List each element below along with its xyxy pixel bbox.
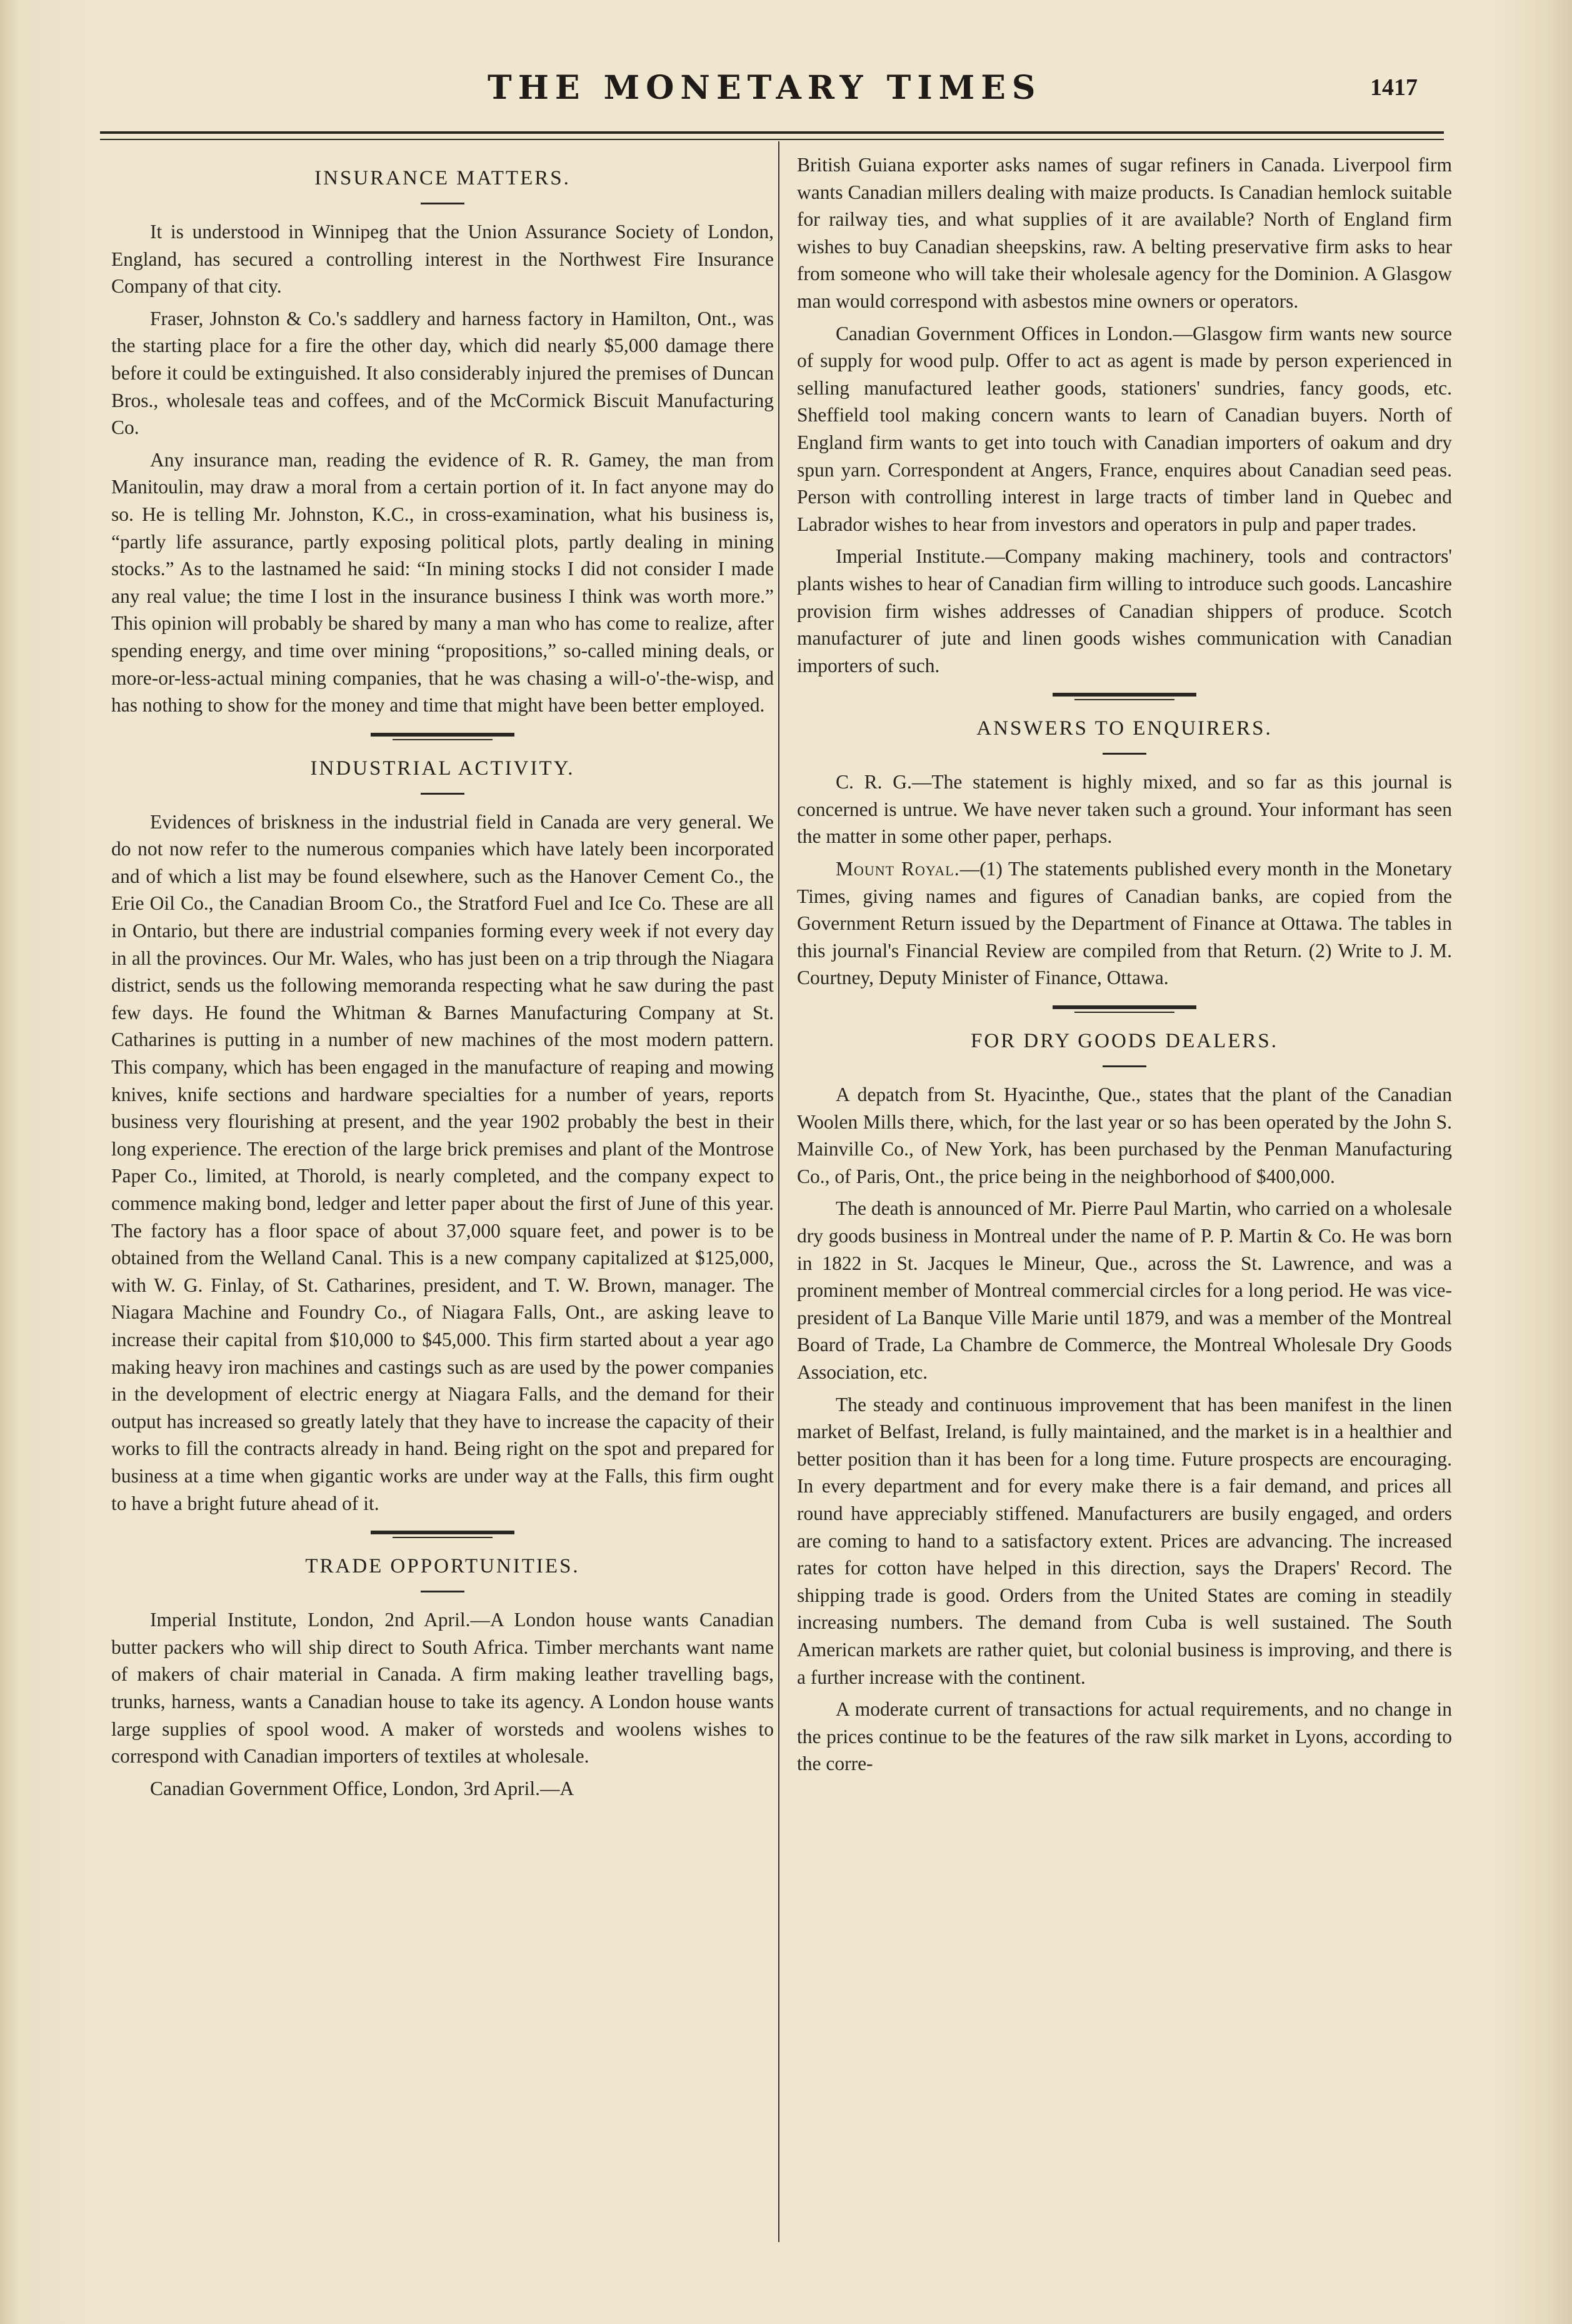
section-separator — [1053, 1005, 1196, 1013]
article-paragraph: Any insurance man, reading the evidence of R. R. Gamey, the man from Manitoulin, may draw a moral from a certain portion of it. In fact anyone may do so. He is telling Mr. Johnston, K.C., in cross-examination, what his business is, “partly life assurance, partly exposing political plots, partly dealing in mining stocks.” As to the lastnamed he said: “In mining stocks I did not consider I made any real value; the time I lost in the insurance business I think was worth more.” This opinion will probably be shared by many a man who has come to realize, after spending energy, and time over mining “propositions,” so-called mining deals, or more-or-less-actual mining companies, that he was chasing a will-o'-the-wisp, and has nothing to show for the money and time that might have been better employed. — [111, 448, 774, 717]
article-paragraph: Canadian Government Office, London, 3rd April.—A — [150, 1777, 574, 1799]
article-paragraph: Canadian Government Offices in London.—Glasgow firm wants new source of supply for wood pulp. Offer to act as agent is made by person experienced in selling manufactured leather goods, stationers' sundries, fancy goods, etc. Sheffield tool making concern wants to learn of Canadian buyers. North of England firm wants to get into touch with Canadian importers of oakum and dry spun yarn. Correspondent at Angers, France, enquires about Canadian seed peas. Person with controlling interest in large tracts of timber land in Quebec and Labrador wishes to hear from investors and operators in pulp and paper trades. — [797, 322, 1452, 535]
reply-text: —(1) The statements published every month in the Monetary Times, giving names and figures of Canadian banks, are copied from the Government Return issued by the Department of Finance at Ottawa. The tables in this journal's Financial Review are compiled from that Return. (2) Write to J. M. Courtney, Deputy Minister of Finance, Ottawa. — [797, 858, 1452, 989]
column-divider — [778, 141, 779, 2242]
heading-dash — [421, 1591, 464, 1592]
section-separator — [371, 1531, 514, 1538]
article-heading: ANSWERS TO ENQUIRERS. — [976, 717, 1273, 740]
article-paragraph: Fraser, Johnston & Co.'s saddlery and harness factory in Hamilton, Ont., was the starting place for a fire the other day, which did nearly $5,000 damage there before it could be extinguished. It also considerably injured the premises of Duncan Bros., wholesale teas and coffees, and of the McCormick Biscuit Manufacturing Co. — [111, 307, 774, 439]
article-paragraph: Imperial Institute, London, 2nd April.—A London house wants Canadian butter packers who will ship direct to South Africa. Timber merchants want name of makers of chair material in Canada. A firm making leather travelling bags, trunks, harness, wants a Canadian house to take its agency. A London house wants large supplies of spool wood. A maker of worsteds and woolens wishes to correspond with Canadian importers of textiles at wholesale. — [111, 1609, 774, 1768]
right-column — [797, 151, 1452, 1783]
article-answers-to-enquirers — [797, 714, 1452, 992]
publication-title: THE MONETARY TIMES — [488, 69, 1042, 107]
heading-dash — [1103, 1065, 1146, 1067]
article-heading: TRADE OPPORTUNITIES. — [305, 1555, 580, 1578]
article-heading: INDUSTRIAL ACTIVITY. — [310, 757, 575, 780]
article-for-dry-goods-dealers — [797, 1027, 1452, 1778]
heading-dash — [421, 793, 464, 795]
article-paragraph: It is understood in Winnipeg that the Union Assurance Society of London, England, has secured a controlling interest in the Northwest Fire Insurance Company of that city. — [111, 221, 774, 298]
article-paragraph: A moderate current of transactions for actual requirements, and no change in the prices continue to be the features of the raw silk market in Lyons, according to the corre- — [797, 1698, 1452, 1775]
article-industrial-activity — [111, 754, 774, 1517]
heading-dash — [421, 203, 464, 204]
section-separator — [1053, 693, 1196, 700]
page-number: 1417 — [1370, 74, 1418, 101]
article-heading: INSURANCE MATTERS. — [314, 167, 571, 189]
article-paragraph: Imperial Institute.—Company making machinery, tools and contractors' plants wishes to hear of Canadian firm willing to introduce such goods. Lancashire provision firm wishes addresses of Canadian shippers of produce. Scotch manufacturer of jute and linen goods wishes communication with Canadian importers of such. — [797, 545, 1452, 677]
article-trade-opportunities-continued — [797, 151, 1452, 679]
heading-dash — [1103, 753, 1146, 755]
article-paragraph: C. R. G.—The statement is highly mixed, and so far as this journal is concerned is untrue. We have never taken such a ground. Your informant has seen the matter in some other paper, perhaps. — [797, 771, 1452, 848]
header-rule-thin — [100, 139, 1444, 140]
article-paragraph-mount-royal — [797, 855, 1452, 992]
left-column — [111, 151, 774, 1807]
correspondent-name: Mount Royal. — [836, 858, 960, 880]
article-trade-opportunities — [111, 1552, 774, 1802]
section-separator — [371, 733, 514, 740]
article-insurance-matters — [111, 164, 774, 719]
masthead — [0, 68, 1572, 111]
article-heading: FOR DRY GOODS DEALERS. — [970, 1030, 1278, 1053]
article-paragraph: Evidences of briskness in the industrial field in Canada are very general. We do not now refer to the numerous companies which have lately been incorporated and of which a list may be found elsewhere, such as the Hanover Cement Co., the Erie Oil Co., the Canadian Broom Co., the Stratford Fuel and Ice Co. These are all in Ontario, but there are industrial companies forming every week if not every day in all the provinces. Our Mr. Wales, who has just been on a trip through the Niagara district, sends us the following memoranda respecting what he saw during the past few days. He found the Whitman & Barnes Manufacturing Company at St. Catharines is putting in a number of new machines of the most modern pattern. This company, which has been engaged in the manufacture of reaping and mowing knives, knife sections and hardware specialties for a number of years, reports business very flourishing at present, and the year 1902 probably the best in their long experience. The erection of the large brick premises and plant of the Montrose Paper Co., limited, at Thorold, is nearly completed, and the company expect to commence making bond, ledger and letter paper about the first of June of this year. The factory has a floor space of about 37,000 square feet, and power is to be obtained from the Welland Canal. This is a new company capitalized at $125,000, with W. G. Finlay, of St. Catharines, president, and T. W. Brown, manager. The Niagara Machine and Foundry Co., of Niagara Falls, Ont., are asking leave to increase their capital from $10,000 to $45,000. This firm started about a year ago making heavy iron machines and castings such as are used by the power companies in the development of electric energy at Niagara Falls, and the demand for their output has increased so greatly lately that they have to increase the capacity of their works to fill the contracts already in hand. Being right on the spot and prepared for business at a time when gigantic works are under way at the Falls, this firm ought to have a bright future ahead of it. — [111, 810, 774, 1514]
article-paragraph: The steady and continuous improvement that has been manifest in the linen market of Belfast, Ireland, is fully maintained, and the market is in a healthier and better position than it has been for a long time. Future prospects are encouraging. In every department and for every make there is a fair demand, and prices all round have appreciably stiffened. Manufacturers are busily engaged, and orders are coming to hand to a satisfactory extent. Prices are advancing. The increased rates for cotton have helped in this direction, says the Drapers' Record. The shipping trade is good. Orders from the United States are coming in steadily increasing numbers. The demand from Cuba is well sustained. The South American markets are rather quiet, but colonial business is improving, and there is a further increase with the continent. — [797, 1393, 1452, 1688]
header-rule-thick — [100, 131, 1444, 134]
article-paragraph: A depatch from St. Hyacinthe, Que., states that the plant of the Canadian Woolen Mills there, which, for the last year or so has been operated by the John S. Mainville Co., of New York, has been purchased by the Penman Manufacturing Co., of Paris, Ont., the price being in the neighborhood of $400,000. — [797, 1084, 1452, 1187]
article-paragraph: British Guiana exporter asks names of sugar refiners in Canada. Liverpool firm wants Canadian millers dealing with maize products. Is Canadian hemlock suitable for railway ties, and what supplies of it are available? North of England firm wishes to buy Canadian sheepskins, raw. A belting preservative firm asks to hear from someone who will take their wholesale agency for the Dominion. A Glasgow man would correspond with asbestos mine owners or operators. — [797, 154, 1452, 312]
article-paragraph: The death is announced of Mr. Pierre Paul Martin, who carried on a wholesale dry goods business in Montreal under the name of P. P. Martin & Co. He was born in 1822 in St. Jacques le Mineur, Que., across the St. Lawrence, and was a prominent member of Montreal commercial circles for a long period. He was vice-president of La Banque Ville Marie until 1879, and was a member of the Montreal Board of Trade, La Chambre de Commerce, the Montreal Wholesale Dry Goods Association, etc. — [797, 1197, 1452, 1383]
